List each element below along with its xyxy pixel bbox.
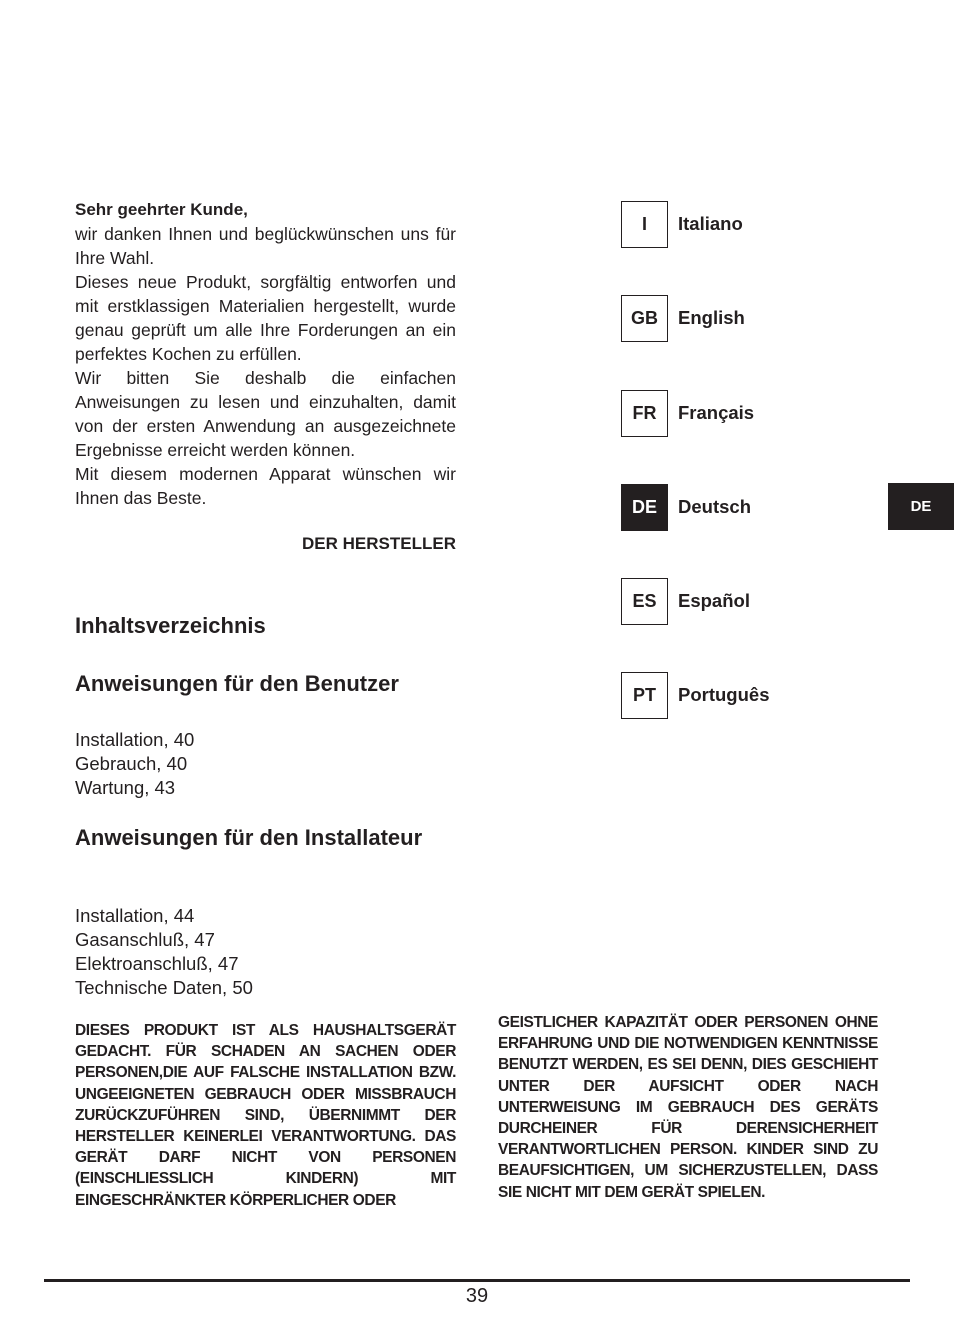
greeting-paragraph: wir danken Ihnen und beglückwünschen uns für Ihre Wahl. bbox=[75, 224, 456, 268]
language-side-tab: DE bbox=[888, 483, 954, 530]
greeting-paragraph: Mit diesem modernen Apparat wünschen wir Ihnen das Beste. bbox=[75, 464, 456, 508]
language-italiano bbox=[621, 200, 743, 248]
toc-installer-list bbox=[75, 904, 253, 1000]
greeting-paragraph: Dieses neue Produkt, sorgfältig entworfen und mit erstklassigen Materialien hergestellt, wurde genau geprüft um alle Ihre Forderungen an ein perfektes Kochen zu erfüllen. bbox=[75, 272, 456, 364]
language-portugues bbox=[621, 671, 769, 719]
language-english bbox=[621, 294, 745, 342]
greeting-title: Sehr geehrter Kunde, bbox=[75, 200, 248, 219]
footer-divider bbox=[44, 1279, 910, 1282]
greeting-block bbox=[75, 198, 456, 556]
toc-item: Wartung, 43 bbox=[75, 777, 176, 798]
toc-item: Installation, 44 bbox=[75, 905, 195, 926]
manufacturer-signature: DER HERSTELLER bbox=[302, 534, 456, 553]
language-name: Français bbox=[678, 402, 755, 423]
language-name: Português bbox=[678, 684, 770, 705]
toc-item: Elektroanschluß, 47 bbox=[75, 953, 239, 974]
language-code-box: ES bbox=[621, 578, 668, 625]
toc-title: Inhaltsverzeichnis bbox=[75, 613, 266, 638]
language-code-box: PT bbox=[621, 672, 668, 719]
toc-item: Technische Daten, 50 bbox=[75, 977, 253, 998]
toc-item: Gasanschluß, 47 bbox=[75, 929, 215, 950]
language-name: Español bbox=[678, 590, 750, 611]
language-name: Deutsch bbox=[678, 496, 751, 517]
language-espanol bbox=[621, 577, 750, 625]
language-code-box: I bbox=[621, 201, 668, 248]
toc-user-heading: Anweisungen für den Benutzer bbox=[75, 671, 399, 696]
language-deutsch bbox=[621, 483, 751, 531]
language-code-box-active: DE bbox=[621, 484, 668, 531]
language-name: Italiano bbox=[678, 213, 743, 234]
toc-user-list bbox=[75, 728, 194, 800]
safety-warning-left: DIESES PRODUKT IST ALS HAUSHALTSGERÄT GEDACHT. FÜR SCHADEN AN SACHEN ODER PERSONEN,DIE AUF FALSCHE INSTALLATION BZW. UNGEEIGNETEN GEBRAUCH ODER MISSBRAUCH ZURÜCKZUFÜHREN SIND, ÜBERNIMMT DER HERSTELLER KEINERLEI VERANTWORTUNG. DAS GERÄT DARF NICHT VON PERSONEN (EINSCHLIESSLICH KINDERN) MIT EINGESCHRÄNKTER KÖRPERLICHER ODER bbox=[75, 1022, 456, 1209]
language-code-box: GB bbox=[621, 295, 668, 342]
page-number: 39 bbox=[465, 1285, 489, 1307]
language-name: English bbox=[678, 307, 745, 328]
greeting-paragraph: Wir bitten Sie deshalb die einfachen Anweisungen zu lesen und einzuhalten, damit von der ersten Anwendung an ausgezeichnete Ergebnisse erreicht werden können. bbox=[75, 368, 456, 460]
safety-warning-right: GEISTLICHER KAPAZITÄT ODER PERSONEN OHNE ERFAHRUNG UND DIE NOTWENDIGEN KENNTNISSE BENUTZT WERDEN, ES SEI DENN, DIES GESCHIEHT UNTER DER AUFSICHT ODER NACH UNTERWEISUNG IM GEBRAUCH DES GERÄTS DURCHEINER FÜR DERENSICHERHEIT VERANTWORTLICHEN PERSON. KINDER SIND ZU BEAUFSICHTIGEN, UM SICHERZUSTELLEN, DASS SIE NICHT MIT DEM GERÄT SPIELEN. bbox=[498, 1014, 878, 1201]
toc-item: Installation, 40 bbox=[75, 729, 195, 750]
toc-item: Gebrauch, 40 bbox=[75, 753, 188, 774]
toc-installer-heading: Anweisungen für den Installateur bbox=[75, 825, 423, 850]
greeting-body bbox=[75, 222, 456, 510]
language-francais bbox=[621, 389, 754, 437]
language-code-box: FR bbox=[621, 390, 668, 437]
